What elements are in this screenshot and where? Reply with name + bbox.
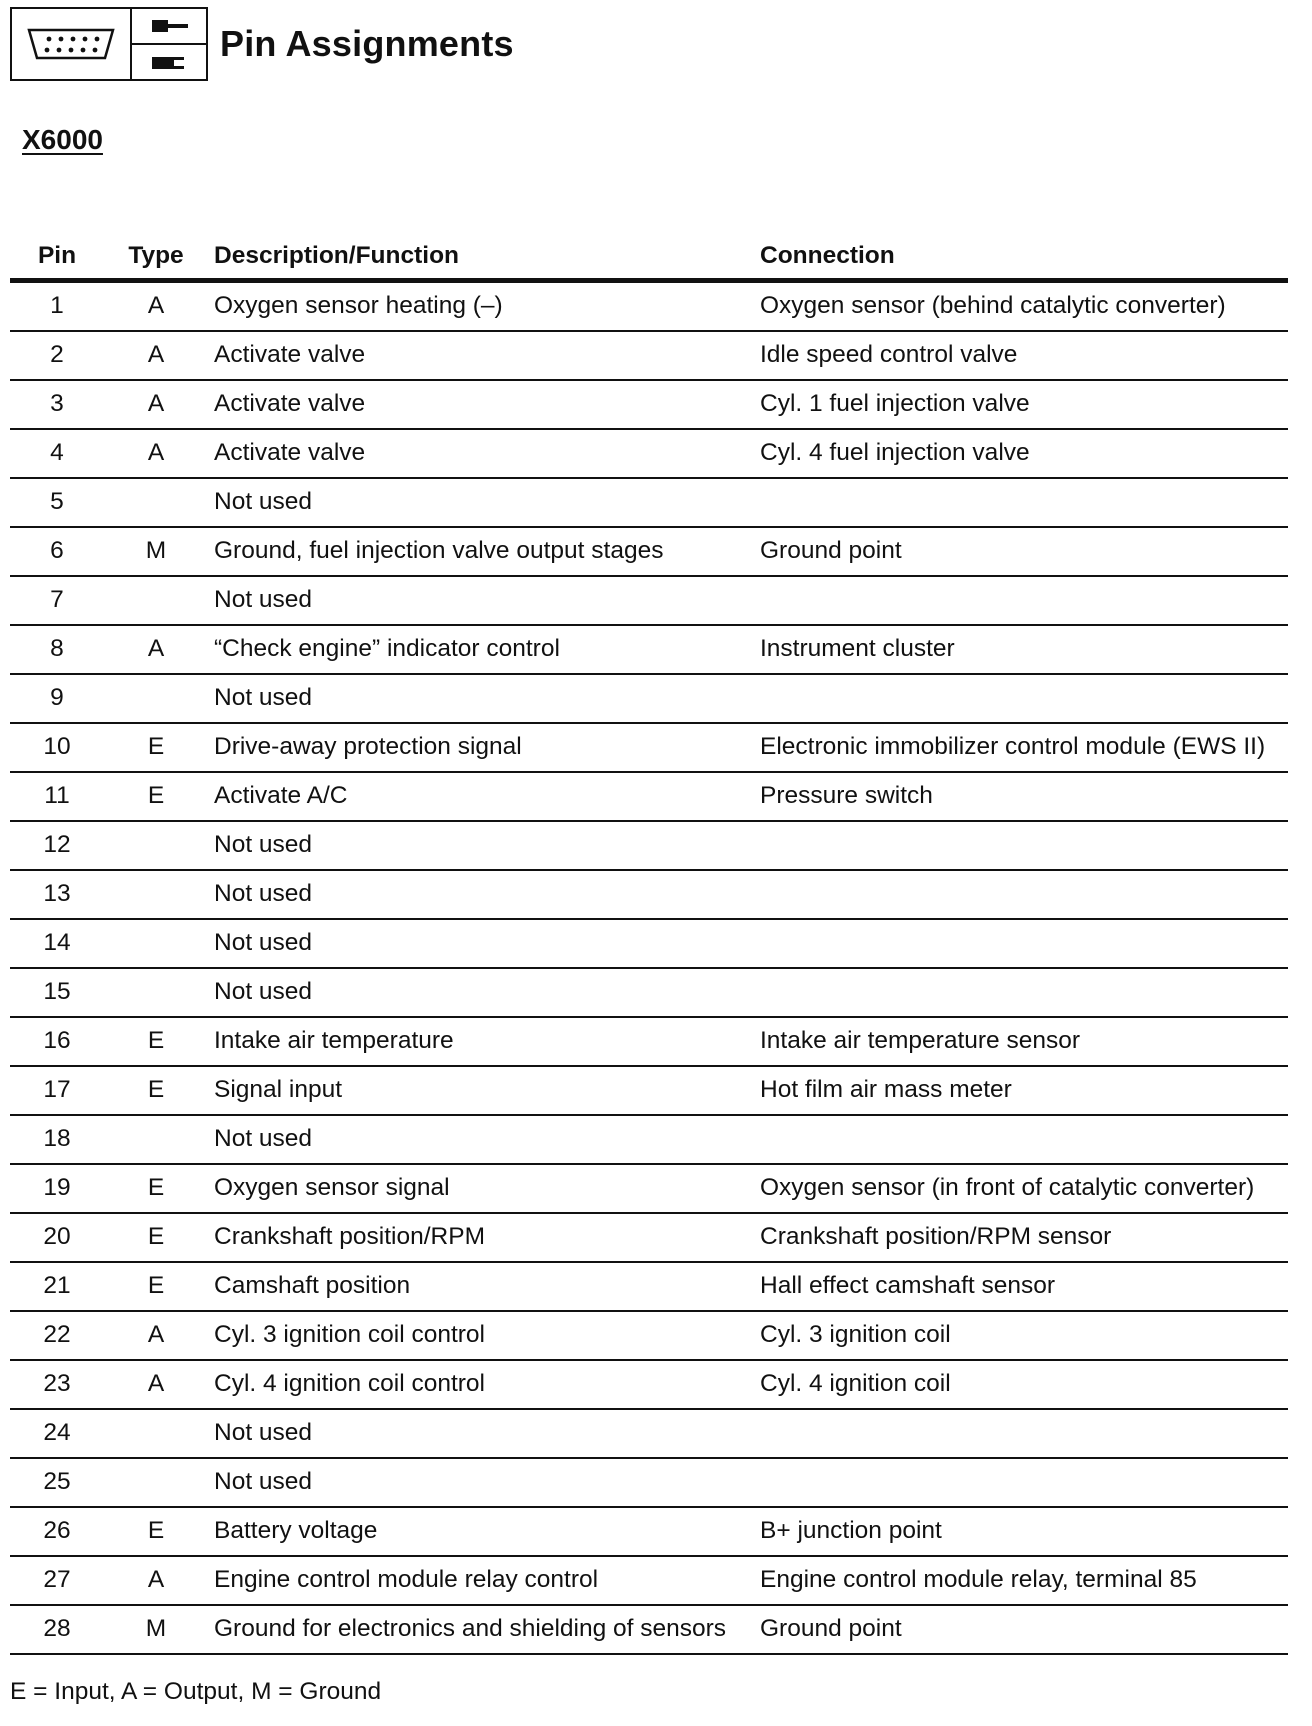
pin-cell: 4 [10, 429, 104, 478]
type-cell: E [104, 772, 208, 821]
table-row [10, 331, 1288, 380]
table-row [10, 1311, 1288, 1360]
pin-cell: 7 [10, 576, 104, 625]
table-row [10, 1409, 1288, 1458]
table-row [10, 527, 1288, 576]
connection-cell: Idle speed control valve [754, 331, 1288, 380]
table-row [10, 625, 1288, 674]
connection-cell: Oxygen sensor (in front of catalytic converter) [754, 1164, 1288, 1213]
connection-cell: Cyl. 1 fuel injection valve [754, 380, 1288, 429]
description-cell: Battery voltage [208, 1507, 754, 1556]
pin-cell: 13 [10, 870, 104, 919]
description-cell: Activate A/C [208, 772, 754, 821]
type-cell: A [104, 281, 208, 332]
table-row [10, 870, 1288, 919]
type-cell: A [104, 331, 208, 380]
pin-cell: 24 [10, 1409, 104, 1458]
description-cell: Ground for electronics and shielding of sensors [208, 1605, 754, 1654]
table-row [10, 674, 1288, 723]
table-row [10, 1066, 1288, 1115]
type-cell: A [104, 1311, 208, 1360]
type-cell [104, 478, 208, 527]
pin-cell: 21 [10, 1262, 104, 1311]
description-cell: Crankshaft position/RPM [208, 1213, 754, 1262]
description-cell: Cyl. 3 ignition coil control [208, 1311, 754, 1360]
connector-id: X6000 [22, 124, 103, 155]
column-header-description: Description/Function [208, 238, 754, 281]
pin-cell: 23 [10, 1360, 104, 1409]
table-row [10, 968, 1288, 1017]
description-cell: Oxygen sensor heating (–) [208, 281, 754, 332]
type-cell [104, 1115, 208, 1164]
table-header-row [10, 238, 1288, 281]
page-title: Pin Assignments [220, 23, 514, 64]
type-cell: A [104, 625, 208, 674]
table-row [10, 576, 1288, 625]
description-cell: Activate valve [208, 380, 754, 429]
description-cell: Not used [208, 870, 754, 919]
table-row [10, 821, 1288, 870]
table-row [10, 723, 1288, 772]
page-header [10, 6, 514, 82]
description-cell: Not used [208, 576, 754, 625]
description-cell: Drive-away protection signal [208, 723, 754, 772]
table-row [10, 1017, 1288, 1066]
type-cell [104, 870, 208, 919]
connector-icon [12, 9, 132, 79]
table-row [10, 380, 1288, 429]
connection-cell: Pressure switch [754, 772, 1288, 821]
type-cell: A [104, 1360, 208, 1409]
pin-cell: 1 [10, 281, 104, 332]
connection-cell: Crankshaft position/RPM sensor [754, 1213, 1288, 1262]
description-cell: Camshaft position [208, 1262, 754, 1311]
description-cell: Not used [208, 968, 754, 1017]
pin-cell: 28 [10, 1605, 104, 1654]
type-cell [104, 1409, 208, 1458]
pin-icons [132, 9, 206, 79]
connection-cell [754, 1115, 1288, 1164]
column-header-type: Type [104, 238, 208, 281]
type-cell: A [104, 429, 208, 478]
table-body [10, 281, 1288, 1655]
type-cell: A [104, 1556, 208, 1605]
table-row [10, 281, 1288, 332]
description-cell: Engine control module relay control [208, 1556, 754, 1605]
table-row [10, 1458, 1288, 1507]
table-row [10, 1605, 1288, 1654]
connection-cell: Cyl. 4 fuel injection valve [754, 429, 1288, 478]
description-cell: Not used [208, 1409, 754, 1458]
pin-cell: 18 [10, 1115, 104, 1164]
type-cell: E [104, 1507, 208, 1556]
description-cell: Not used [208, 478, 754, 527]
connection-cell: B+ junction point [754, 1507, 1288, 1556]
pin-cell: 22 [10, 1311, 104, 1360]
type-cell: E [104, 1017, 208, 1066]
pin-cell: 5 [10, 478, 104, 527]
connection-cell: Oxygen sensor (behind catalytic converter) [754, 281, 1288, 332]
connection-cell: Hot film air mass meter [754, 1066, 1288, 1115]
description-cell: Not used [208, 674, 754, 723]
pin-cell: 16 [10, 1017, 104, 1066]
connection-cell: Ground point [754, 527, 1288, 576]
table-row [10, 429, 1288, 478]
connection-cell [754, 1458, 1288, 1507]
connection-cell [754, 968, 1288, 1017]
type-cell: A [104, 380, 208, 429]
connection-cell [754, 1409, 1288, 1458]
type-cell: E [104, 1213, 208, 1262]
description-cell: Not used [208, 821, 754, 870]
pin-cell: 27 [10, 1556, 104, 1605]
type-cell [104, 576, 208, 625]
description-cell: Not used [208, 919, 754, 968]
connector-icon-box [10, 7, 208, 81]
connection-cell [754, 821, 1288, 870]
description-cell: Intake air temperature [208, 1017, 754, 1066]
type-cell: E [104, 1066, 208, 1115]
connection-cell: Cyl. 3 ignition coil [754, 1311, 1288, 1360]
column-header-pin: Pin [10, 238, 104, 281]
table-row [10, 1115, 1288, 1164]
type-cell: M [104, 527, 208, 576]
type-cell [104, 919, 208, 968]
table-row [10, 919, 1288, 968]
connection-cell: Intake air temperature sensor [754, 1017, 1288, 1066]
pin-cell: 12 [10, 821, 104, 870]
type-cell: E [104, 1164, 208, 1213]
type-legend: E = Input, A = Output, M = Ground [10, 1678, 382, 1705]
table-row [10, 1213, 1288, 1262]
table-row [10, 1556, 1288, 1605]
pin-assignment-table [10, 238, 1288, 1655]
connection-cell [754, 919, 1288, 968]
type-cell: M [104, 1605, 208, 1654]
table-row [10, 772, 1288, 821]
description-cell: Ground, fuel injection valve output stages [208, 527, 754, 576]
connection-cell: Engine control module relay, terminal 85 [754, 1556, 1288, 1605]
table-row [10, 1164, 1288, 1213]
table-row [10, 1507, 1288, 1556]
connection-cell [754, 576, 1288, 625]
pin-cell: 10 [10, 723, 104, 772]
connection-cell: Instrument cluster [754, 625, 1288, 674]
pin-cell: 26 [10, 1507, 104, 1556]
pin-cell: 8 [10, 625, 104, 674]
pin-cell: 19 [10, 1164, 104, 1213]
connection-cell [754, 870, 1288, 919]
pin-cell: 9 [10, 674, 104, 723]
description-cell: Signal input [208, 1066, 754, 1115]
plug-icon [132, 9, 206, 45]
pin-cell: 3 [10, 380, 104, 429]
description-cell: Activate valve [208, 429, 754, 478]
pin-cell: 6 [10, 527, 104, 576]
type-cell [104, 674, 208, 723]
pin-cell: 15 [10, 968, 104, 1017]
pin-cell: 14 [10, 919, 104, 968]
description-cell: Activate valve [208, 331, 754, 380]
pin-cell: 2 [10, 331, 104, 380]
connection-cell: Cyl. 4 ignition coil [754, 1360, 1288, 1409]
connection-cell [754, 478, 1288, 527]
description-cell: Oxygen sensor signal [208, 1164, 754, 1213]
table-row [10, 478, 1288, 527]
pin-cell: 17 [10, 1066, 104, 1115]
description-cell: Not used [208, 1458, 754, 1507]
pin-cell: 25 [10, 1458, 104, 1507]
type-cell: E [104, 723, 208, 772]
pin-cell: 20 [10, 1213, 104, 1262]
connection-cell: Ground point [754, 1605, 1288, 1654]
type-cell [104, 821, 208, 870]
type-cell [104, 1458, 208, 1507]
type-cell: E [104, 1262, 208, 1311]
connection-cell: Electronic immobilizer control module (EWS II) [754, 723, 1288, 772]
description-cell: “Check engine” indicator control [208, 625, 754, 674]
table-row [10, 1262, 1288, 1311]
description-cell: Cyl. 4 ignition coil control [208, 1360, 754, 1409]
type-cell [104, 968, 208, 1017]
connection-cell [754, 674, 1288, 723]
pin-cell: 11 [10, 772, 104, 821]
connection-cell: Hall effect camshaft sensor [754, 1262, 1288, 1311]
table-row [10, 1360, 1288, 1409]
column-header-connection: Connection [754, 238, 1288, 281]
socket-icon [132, 45, 206, 79]
description-cell: Not used [208, 1115, 754, 1164]
